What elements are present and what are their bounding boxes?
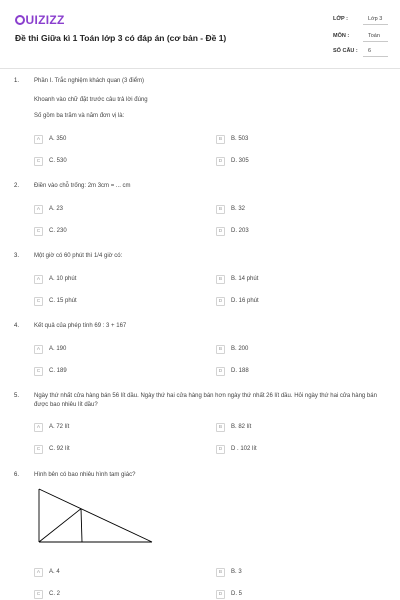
option-checkbox[interactable]: B	[216, 135, 225, 144]
answer-option[interactable]	[216, 226, 249, 236]
question-number: 6.	[14, 472, 20, 478]
question-number: 2.	[14, 183, 20, 189]
answer-option[interactable]	[216, 366, 249, 376]
option-checkbox[interactable]: C	[34, 367, 43, 376]
option-checkbox[interactable]: A	[34, 423, 43, 432]
option-checkbox[interactable]: B	[216, 345, 225, 354]
answer-option[interactable]	[216, 274, 258, 284]
meta-count-label: SỐ CÂU :	[333, 48, 358, 54]
meta-subject-label: MÔN :	[333, 33, 350, 39]
option-checkbox[interactable]: A	[34, 135, 43, 144]
answer-option[interactable]	[34, 274, 76, 284]
option-text: B. 32	[231, 206, 246, 212]
option-checkbox[interactable]: B	[216, 275, 225, 284]
answer-option[interactable]	[34, 226, 67, 236]
answer-option[interactable]	[216, 589, 242, 599]
option-checkbox[interactable]: C	[34, 227, 43, 236]
meta-count-value: 6	[368, 48, 372, 54]
option-checkbox[interactable]: A	[34, 205, 43, 214]
option-text: A. 23	[49, 206, 64, 212]
option-checkbox[interactable]: A	[34, 568, 43, 577]
answer-option[interactable]	[34, 204, 63, 214]
question-text: Kết quả của phép tính 69 : 3 + 167	[34, 323, 127, 329]
option-text: A. 350	[49, 136, 67, 142]
option-checkbox[interactable]: D	[216, 590, 225, 599]
meta-grade-value: Lớp 3	[368, 16, 383, 22]
worksheet-title: Đề thi Giữa kì 1 Toán lớp 3 có đáp án (cơ bản - Đề 1)	[15, 33, 227, 43]
question-text: Điền vào chỗ trống: 2m 3cm = ... cm	[34, 183, 131, 189]
answer-option[interactable]	[34, 156, 67, 166]
question-text: Phần I. Trắc nghiệm khách quan (3 điểm)	[34, 78, 145, 84]
answer-option[interactable]	[216, 296, 259, 306]
answer-option[interactable]	[34, 366, 67, 376]
meta-grade-label: LỚP :	[333, 16, 348, 22]
answer-option[interactable]	[216, 134, 248, 144]
question-number: 3.	[14, 253, 20, 259]
option-checkbox[interactable]: B	[216, 205, 225, 214]
option-text: D. 203	[231, 228, 249, 234]
question-text: Hình bên có bao nhiêu hình tam giác?	[34, 472, 136, 478]
option-text: D . 102 lít	[231, 446, 257, 452]
answer-option[interactable]	[216, 422, 251, 432]
option-checkbox[interactable]: D	[216, 157, 225, 166]
option-checkbox[interactable]: C	[34, 590, 43, 599]
option-checkbox[interactable]: C	[34, 445, 43, 454]
option-checkbox[interactable]: B	[216, 423, 225, 432]
option-checkbox[interactable]: A	[34, 275, 43, 284]
option-checkbox[interactable]: D	[216, 297, 225, 306]
question-text: Ngày thứ nhất cửa hàng bán 56 lít dầu. Ngày thứ hai cửa hàng bán hơn ngày thứ nhất 26 lít dầu. Hỏi ngày thứ hai cửa hàng bán được bao nhiêu lít dầu?	[34, 393, 377, 408]
meta-subject-value: Toán	[368, 33, 380, 39]
option-text: C. 530	[49, 158, 67, 164]
answer-option[interactable]	[216, 204, 245, 214]
option-text: B. 3	[231, 569, 242, 575]
meta-underline	[363, 24, 388, 25]
answer-option[interactable]	[216, 344, 248, 354]
option-checkbox[interactable]: A	[34, 345, 43, 354]
option-checkbox[interactable]: B	[216, 568, 225, 577]
option-text: A. 10 phút	[49, 276, 77, 282]
header-divider	[0, 68, 400, 69]
option-text: B. 82 lít	[231, 424, 252, 430]
option-checkbox[interactable]: C	[34, 297, 43, 306]
answer-option[interactable]	[34, 567, 60, 577]
question-text: Số gồm ba trăm và năm đơn vị là:	[34, 113, 125, 119]
answer-option[interactable]	[216, 156, 249, 166]
option-text: C. 189	[49, 368, 67, 374]
answer-option[interactable]	[34, 344, 66, 354]
option-text: D. 188	[231, 368, 249, 374]
worksheet-header	[0, 0, 400, 68]
question-number: 5.	[14, 393, 20, 399]
quizizz-logo[interactable]	[15, 13, 65, 27]
question-number: 1.	[14, 78, 20, 84]
answer-option[interactable]	[34, 444, 70, 454]
answer-option[interactable]	[216, 444, 257, 454]
option-text: D. 16 phút	[231, 298, 259, 304]
option-text: A. 4	[49, 569, 60, 575]
option-text: B. 503	[231, 136, 249, 142]
option-checkbox[interactable]: D	[216, 367, 225, 376]
answer-option[interactable]	[34, 134, 66, 144]
option-text: D. 305	[231, 158, 249, 164]
option-text: C. 15 phút	[49, 298, 77, 304]
meta-underline	[363, 41, 388, 42]
answer-option[interactable]	[216, 567, 242, 577]
answer-option[interactable]	[34, 296, 77, 306]
logo-text: UIZIZZ	[25, 13, 65, 27]
option-checkbox[interactable]: D	[216, 445, 225, 454]
triangle-figure	[32, 487, 156, 547]
option-text: D. 5	[231, 591, 243, 597]
answer-option[interactable]	[34, 589, 60, 599]
question-number: 4.	[14, 323, 20, 329]
logo-q-icon	[15, 15, 25, 25]
option-checkbox[interactable]: D	[216, 227, 225, 236]
option-text: A. 72 lít	[49, 424, 70, 430]
question-text: Một giờ có 60 phút thì 1/4 giờ có:	[34, 253, 123, 259]
option-text: A. 190	[49, 346, 67, 352]
question-text: Khoanh vào chữ đặt trước câu trả lời đúng	[34, 97, 148, 103]
option-text: C. 92 lít	[49, 446, 70, 452]
option-text: C. 230	[49, 228, 67, 234]
option-text: B. 14 phút	[231, 276, 259, 282]
option-checkbox[interactable]: C	[34, 157, 43, 166]
option-text: B. 200	[231, 346, 249, 352]
meta-underline	[363, 56, 388, 57]
answer-option[interactable]	[34, 422, 69, 432]
option-text: C. 2	[49, 591, 61, 597]
